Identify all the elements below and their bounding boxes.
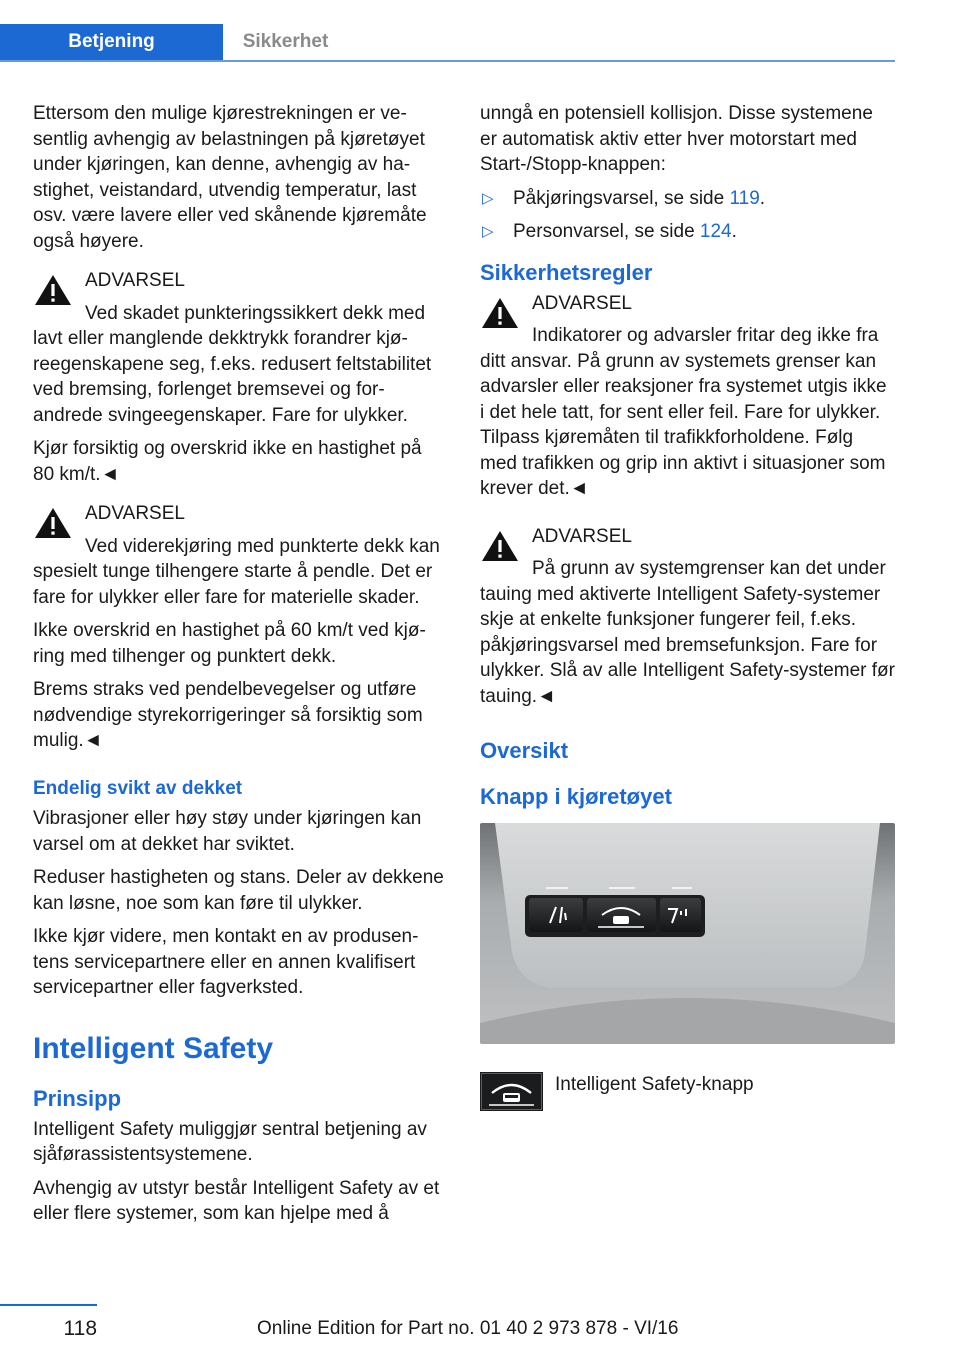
warning-text: På grunn av systemgrenser kan det under tauing med aktiverte Intelligent Safety-systemer skje at enkelte funksjoner fungerer feil, f.eks. påkjøringsvarsel med bremsefunksjon. Fare for ulykker. Slå av alle Intelligent Safety-systemer før tauing.◄ [480, 558, 895, 707]
warning-text: Kjør forsiktig og overskrid ikke en hastighet på 80 km/t.◄ [33, 438, 422, 485]
warning-triangle-icon [33, 505, 73, 541]
arrow-bullet-icon: ▷ [482, 189, 494, 207]
icon-caption: Intelligent Safety-knapp [555, 1073, 754, 1095]
intro-paragraph: Ettersom den mulige kjørestrekningen er vesentlig avhengig av belastningen på kjøretøyet under kjøringen, kan denne, avhengig av hastighet, veistandard, utvendig temperatur, last osv. være lavere eller ved skånende kjøremåte også høyere. [33, 103, 427, 252]
warning-text: Ved skadet punkteringssikkert dekk med lavt eller manglende dekktrykk forandrer kjøreegenskapene seg, f.eks. redusert feltstabilitet ved bremsing, forlenget bremsevei og forandrede svingeegenskaper. Fare for ulykker. [33, 302, 432, 426]
warning-title: ADVARSEL [85, 270, 185, 291]
warning-block-4 [480, 524, 895, 710]
button-heading: Knapp i kjøretøyet [480, 784, 672, 809]
tab-sikkerhet[interactable]: Sikkerhet [242, 31, 329, 52]
rules-heading: Sikkerhetsregler [480, 259, 653, 285]
paragraph: Intelligent Safety muliggjør sentral betjening av sjåførassistentsystemene. [33, 1118, 427, 1165]
overview-heading: Oversikt [480, 738, 569, 763]
left-column [33, 101, 448, 1235]
warning-triangle-icon [480, 528, 520, 564]
paragraph: Vibrasjoner eller høy støy under kjøringen kan varsel om at dekket har sviktet. [33, 808, 422, 855]
paragraph: Ikke kjør videre, men kontakt en av produsentens servicepartnere eller en annen kvalifisert servicepartner eller fagverksted. [33, 926, 419, 998]
system-list [480, 186, 895, 245]
header-tabs [0, 24, 895, 62]
warning-block-3 [480, 291, 895, 502]
arrow-bullet-icon: ▷ [482, 223, 494, 240]
right-column [480, 101, 895, 1111]
warning-title: ADVARSEL [532, 292, 632, 314]
header-divider [0, 60, 895, 62]
tab-betjening[interactable]: Betjening [0, 24, 223, 60]
warning-text: Ved viderekjøring med punkterte dekk kan spesielt tunge tilhengere starte å pendle. Det er fare for ulykker eller fare for materielle skader. [33, 535, 440, 608]
continuation-paragraph: unngå en potensiell kollisjon. Disse systemene er automatisk aktiv etter hver motorstart med Start-/Stopp-knappen: [480, 103, 873, 175]
warning-title: ADVARSEL [85, 503, 185, 524]
warning-triangle-icon [480, 295, 520, 331]
section-title: Intelligent Safety [33, 1031, 274, 1065]
page-link[interactable]: 124 [699, 221, 732, 242]
list-item: ▷ Påkjøringsvarsel, se side 119. [480, 186, 895, 212]
online-edition: Online Edition for Part no. 01 40 2 973 878 - VI/16 [257, 1318, 679, 1339]
intelligent-safety-icon [480, 1072, 543, 1111]
footer-rule [0, 1304, 97, 1306]
page-number: 118 [63, 1317, 97, 1340]
warning-text: Indikatorer og advarsler fritar deg ikke fra ditt ansvar. På grunn av systemets grenser kan advarsler eller reaksjoner fra systemet utgis ikke i det hele tatt, for sent eller feil. Fare for ulykker. Tilpass kjøremåten til trafikkforholdene. Følg med trafikken og grip inn aktivt i situasjoner som krever det.◄ [480, 325, 887, 499]
subheading-tire-failure: Endelig svikt av dekket [33, 777, 243, 799]
paragraph: Reduser hastigheten og stans. Deler av dekkene kan løsne, noe som kan føre til ulykker. [33, 867, 444, 914]
list-item: ▷ Personvarsel, se side 124. [480, 219, 895, 245]
warning-text: Ikke overskrid en hastighet på 60 km/t ved kjøring med tilhenger og punktert dekk. [33, 620, 426, 667]
warning-block-2 [33, 501, 448, 754]
paragraph: Avhengig av utstyr består Intelligent Safety av et eller flere systemer, som kan hjelpe med å [33, 1177, 440, 1224]
button-photo [480, 823, 895, 1044]
page-link[interactable]: 119 [729, 187, 760, 209]
caption-row [480, 1072, 895, 1111]
warning-title: ADVARSEL [532, 525, 632, 547]
principle-heading: Prinsipp [33, 1085, 122, 1111]
warning-block-1 [33, 268, 448, 487]
warning-triangle-icon [33, 272, 73, 308]
warning-text: Brems straks ved pendelbevegelser og utføre nødvendige styrekorrigeringer så forsiktig som mulig.◄ [33, 679, 423, 751]
